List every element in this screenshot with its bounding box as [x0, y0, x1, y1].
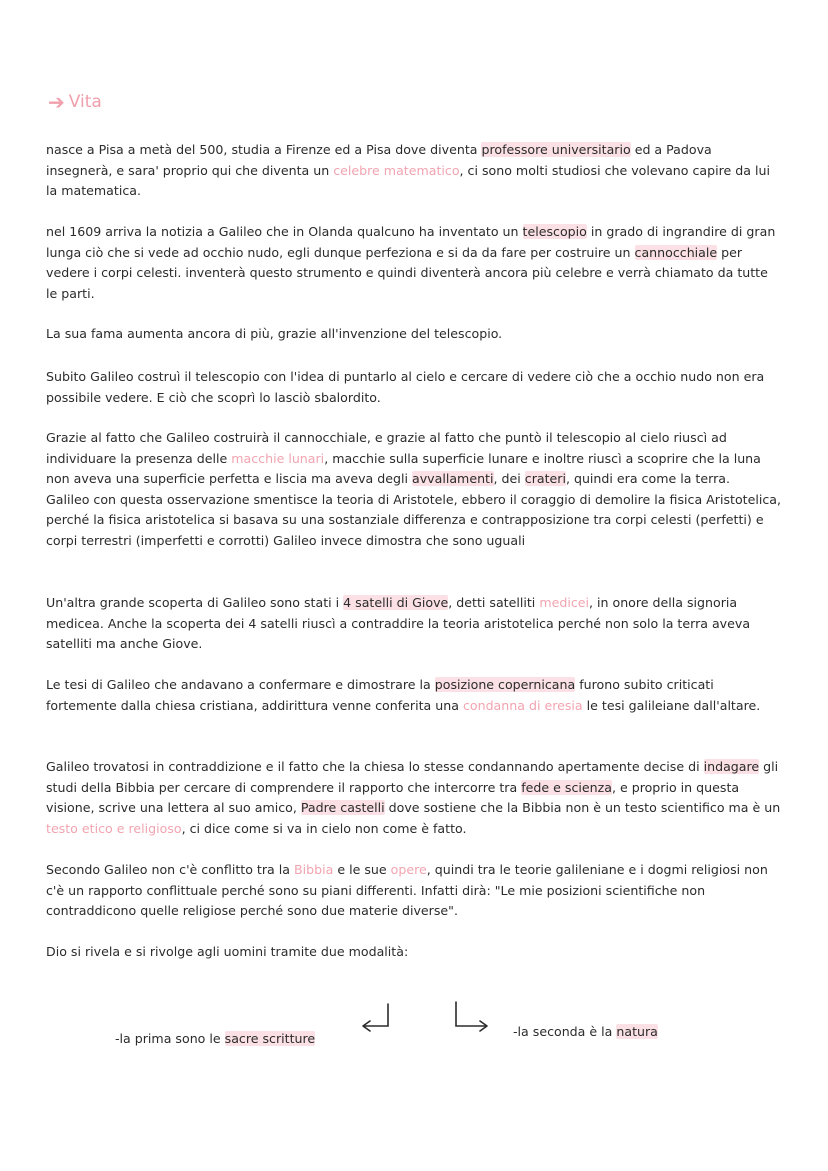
- highlight-indagare: indagare: [703, 759, 760, 774]
- paragraph-birth: nasce a Pisa a metà del 500, studia a Firenze ed a Pisa dove diventa professore universitario ed a Padova insegnerà, e sara' proprio qui che diventa un celebre matematico, ci sono molti studiosi che volevano capire da lui la matematica.: [46, 142, 770, 199]
- highlight-fede-scienza: fede e scienza: [521, 779, 612, 795]
- pink-bibbia: Bibbia: [293, 862, 334, 877]
- highlight-padre-castelli: Padre castelli: [300, 800, 385, 816]
- pink-condanna-eresia: condanna di eresia: [462, 697, 583, 713]
- paragraph-conflict: Secondo Galileo non c'è conflitto tra la Bibbia e le sue opere, quindi tra le teorie galileniane e i dogmi religiosi non c'è un rapporto conflittuale perché sono su piani differenti. Infatti dirà: "Le mie posizioni scientifiche non contraddicono quelle religiose perché sono due materie diverse".: [46, 862, 768, 919]
- paragraph-telescope: nel 1609 arriva la notizia a Galileo che in Olanda qualcuno ha inventato un telescopio in grado di ingrandire di gran lunga ciò che si vede ad occhio nudo, egli dunque perfeziona e si da da fare per costruire un cannocchiale per vedere i corpi celesti. inventerà questo strumento e quindi diventerà ancora più celebre e verrà chiamato da tutte le parti.: [46, 224, 776, 301]
- paragraph-moon: Grazie al fatto che Galileo costruirà il cannocchiale, e grazie al fatto che puntò il telescopio al cielo riuscì ad individuare la presenza delle macchie lunari, macchie sulla superficie lunare e inoltre riuscì a scoprire che la luna non aveva una superficie perfetta e liscia ma aveva degli avvallamenti, dei crateri, quindi era come la terra. Galileo con questa osservazione smentisce la teoria di Aristotele, ebbero il coraggio di demolire la fisica Aristotelica, perché la fisica aristotelica si basava su una sostanziale differenza e contrapposizione tra corpi celesti (perfetti) e corpi terrestri (imperfetti e corrotti) Galileo invece dimostra che sono uguali: [46, 430, 781, 548]
- pink-macchie-lunari: macchie lunari: [231, 450, 325, 466]
- right-arrow-icon: ➔: [48, 90, 65, 114]
- highlight-professore: professore universitario: [481, 142, 631, 157]
- paragraph-copernican: Le tesi di Galileo che andavano a confermare e dimostrare la posizione copernicana furono subito criticati fortemente dalla chiesa cristiana, addirittura venne conferita una condanna di eresia le tesi galileiane dall'altare.: [46, 677, 761, 713]
- second-mode-label: -la seconda è la natura: [513, 1024, 658, 1039]
- down-right-arrow-icon: [452, 1000, 492, 1036]
- pink-opere: opere: [390, 862, 427, 877]
- pink-medicei: medicei: [539, 595, 589, 610]
- highlight-crateri: crateri: [524, 471, 566, 487]
- highlight-natura: natura: [616, 1024, 658, 1039]
- paragraph-god: Dio si rivela e si rivolge agli uomini tramite due modalità:: [46, 944, 409, 959]
- paragraph-bible: Galileo trovatosi in contraddizione e il fatto che la chiesa lo stesse condannando apertamente decise di indagare gli studi della Bibbia per cercare di comprendere il rapporto che intercorre tra fede e scienza, e proprio in questa visione, scrive una lettera al suo amico, Padre castelli dove sostiene che la Bibbia non è un testo scientifico ma è un testo etico e religioso, ci dice come si va in cielo non come è fatto.: [46, 759, 781, 836]
- highlight-satelli-giove: 4 satelli di Giove: [343, 595, 449, 610]
- pink-testo-etico: testo etico e religioso: [46, 820, 182, 836]
- highlight-sacre-scritture: sacre scritture: [224, 1031, 316, 1046]
- pink-celebre-matematico: celebre matematico: [333, 162, 460, 178]
- highlight-telescopio: telescopio: [522, 224, 587, 239]
- section-heading: [48, 92, 102, 112]
- highlight-posizione-copernicana: posizione copernicana: [434, 677, 576, 692]
- paragraph-satellites: Un'altra grande scoperta di Galileo sono stati i 4 satelli di Giove, detti satelliti medicei, in onore della signoria medicea. Anche la scoperta dei 4 satelli riuscì a contraddire la teoria aristotelica perché non solo la terra aveva satelliti ma anche Giove.: [46, 595, 751, 652]
- first-mode-label: -la prima sono le sacre scritture: [115, 1031, 316, 1046]
- highlight-cannocchiale: cannocchiale: [634, 244, 718, 260]
- section-title: Vita: [68, 92, 102, 112]
- paragraph-fame: La sua fama aumenta ancora di più, grazie all'invenzione del telescopio.: [46, 326, 503, 341]
- paragraph-sky: Subito Galileo costruì il telescopio con l'idea di puntarlo al cielo e cercare di vedere ciò che a occhio nudo non era possibile vedere. E ciò che scoprì lo lasciò sbalordito.: [46, 369, 765, 405]
- highlight-avvallamenti: avvallamenti: [412, 471, 494, 487]
- return-left-arrow-icon: [358, 1002, 394, 1036]
